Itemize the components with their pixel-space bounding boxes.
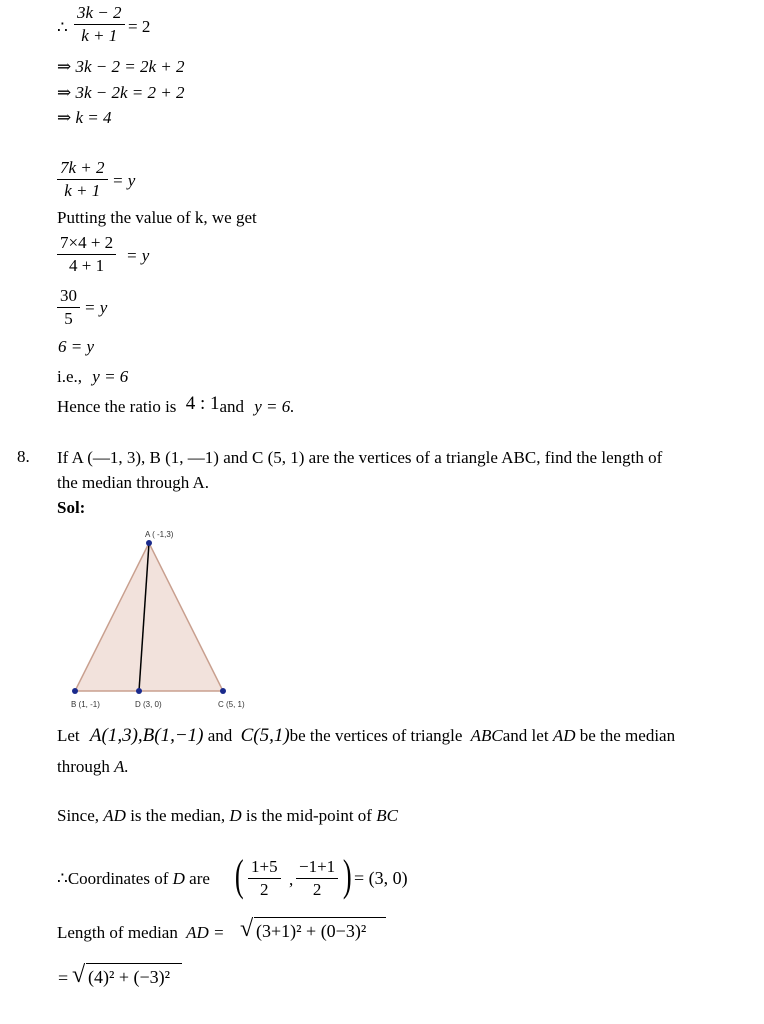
point-a-coords: A(1,3) [89,725,138,746]
equals-2: = 2 [128,17,151,36]
step-4: ⇒ k = 4 [57,108,112,127]
sqrt-bar [254,917,386,918]
sqrt-sign-2: √ [72,962,86,988]
d-symbol: D [229,806,242,825]
is-median-text: is the median, [130,806,226,825]
numerator: 7k + 2 [57,157,108,180]
a-symbol: A. [114,757,129,776]
hence-line [57,393,295,418]
numerator: −1+1 [296,856,338,879]
numerator: 7×4 + 2 [57,232,116,255]
right-paren: ) [342,851,352,900]
label-c: C (5, 1) [218,700,245,709]
therefore-symbol: ∴ [57,18,68,37]
numerator: 3k − 2 [74,2,125,25]
left-paren: ( [234,851,244,900]
denominator: 2 [312,880,322,899]
median-text: be the median [579,726,676,745]
since-word: Since, [57,806,100,825]
denominator: k + 1 [81,26,118,45]
ad-symbol: AD [103,806,126,825]
d-symbol: D [172,869,185,888]
step-2: ⇒ 3k − 2 = 2k + 2 [57,57,185,76]
label-a: A ( -1,3) [145,530,174,539]
triangle-abc-fill [75,543,223,691]
triangle-abc: ABC [470,726,503,745]
coords-prefix: ∴Coordinates of [57,869,169,888]
and-word: and [207,726,233,745]
length-radicand: (3+1)² + (0−3)² [256,921,367,941]
coords-prefix-line [57,868,210,890]
question-text-line1: If A (—1, 3), B (1, —1) and C (5, 1) are the vertices of a triangle ABC, find the length of [57,448,663,467]
fraction-30-over-5 [57,285,80,330]
question-number: 8. [17,447,30,466]
ratio-value: 4 : 1 [185,393,220,414]
equals-y: = y [126,246,150,265]
denominator: k + 1 [64,181,101,200]
question-text-line2: the median through A. [57,473,210,492]
ad-equals: AD = [186,923,225,942]
equals-y: = y [84,298,108,317]
through-word: through [57,757,110,776]
coords-result: = (3, 0) [354,868,408,888]
fraction-substituted [57,232,116,277]
length-line [57,922,225,944]
ad-symbol: AD [552,726,576,745]
point-c [220,688,226,694]
length-prefix: Length of median [57,923,178,942]
and-let-text: and let [502,726,549,745]
label-b: B (1, -1) [71,700,100,709]
ie-line [57,366,128,388]
y-value: y = 6. [254,397,295,416]
denominator: 5 [64,309,73,328]
ie-prefix: i.e., [57,367,83,386]
point-a [146,540,152,546]
fraction-x-mid [248,856,281,901]
vertices-text: be the vertices of triangle [289,726,463,745]
fraction-y-mid [296,856,338,901]
final-radicand: (4)² + (−3)² [88,967,171,987]
denominator: 4 + 1 [69,256,105,275]
since-line [57,805,398,827]
step-3: ⇒ 3k − 2k = 2 + 2 [57,83,185,102]
point-c-coords: C(5,1) [240,725,290,746]
midpoint-text: is the mid-point of [245,806,372,825]
numerator: 1+5 [248,856,281,879]
sol-label: Sol: [57,498,86,517]
fraction-7k+2-over-k+1 [57,157,108,202]
fraction-3k-2-over-k+1 [74,2,125,47]
are-word: are [189,869,210,888]
hence-prefix: Hence the ratio is [57,397,177,416]
putting-text: Putting the value of k, we get [57,208,257,227]
denominator: 2 [260,880,269,899]
six-equals-y: 6 = y [58,337,95,356]
point-b-coords: B(1,−1) [142,725,204,746]
bc-symbol: BC [376,806,398,825]
triangle-figure [60,525,260,715]
final-equals: = [58,968,69,988]
sqrt-bar-2 [86,963,182,964]
point-d [136,688,142,694]
let-line: Let A(1,3),B(1,−1) and C(5,1)be the vertices of triangle ABCand let AD be the median [57,725,676,746]
and-word: and [219,397,245,416]
label-d: D (3, 0) [135,700,162,709]
numerator: 30 [57,285,80,308]
point-b [72,688,78,694]
sqrt-sign: √ [240,916,254,942]
y-equals-6: y = 6 [92,367,129,386]
equals-y: = y [112,171,136,190]
let-line-2 [57,756,129,778]
comma: , [289,870,294,889]
let-word: Let [57,726,80,745]
